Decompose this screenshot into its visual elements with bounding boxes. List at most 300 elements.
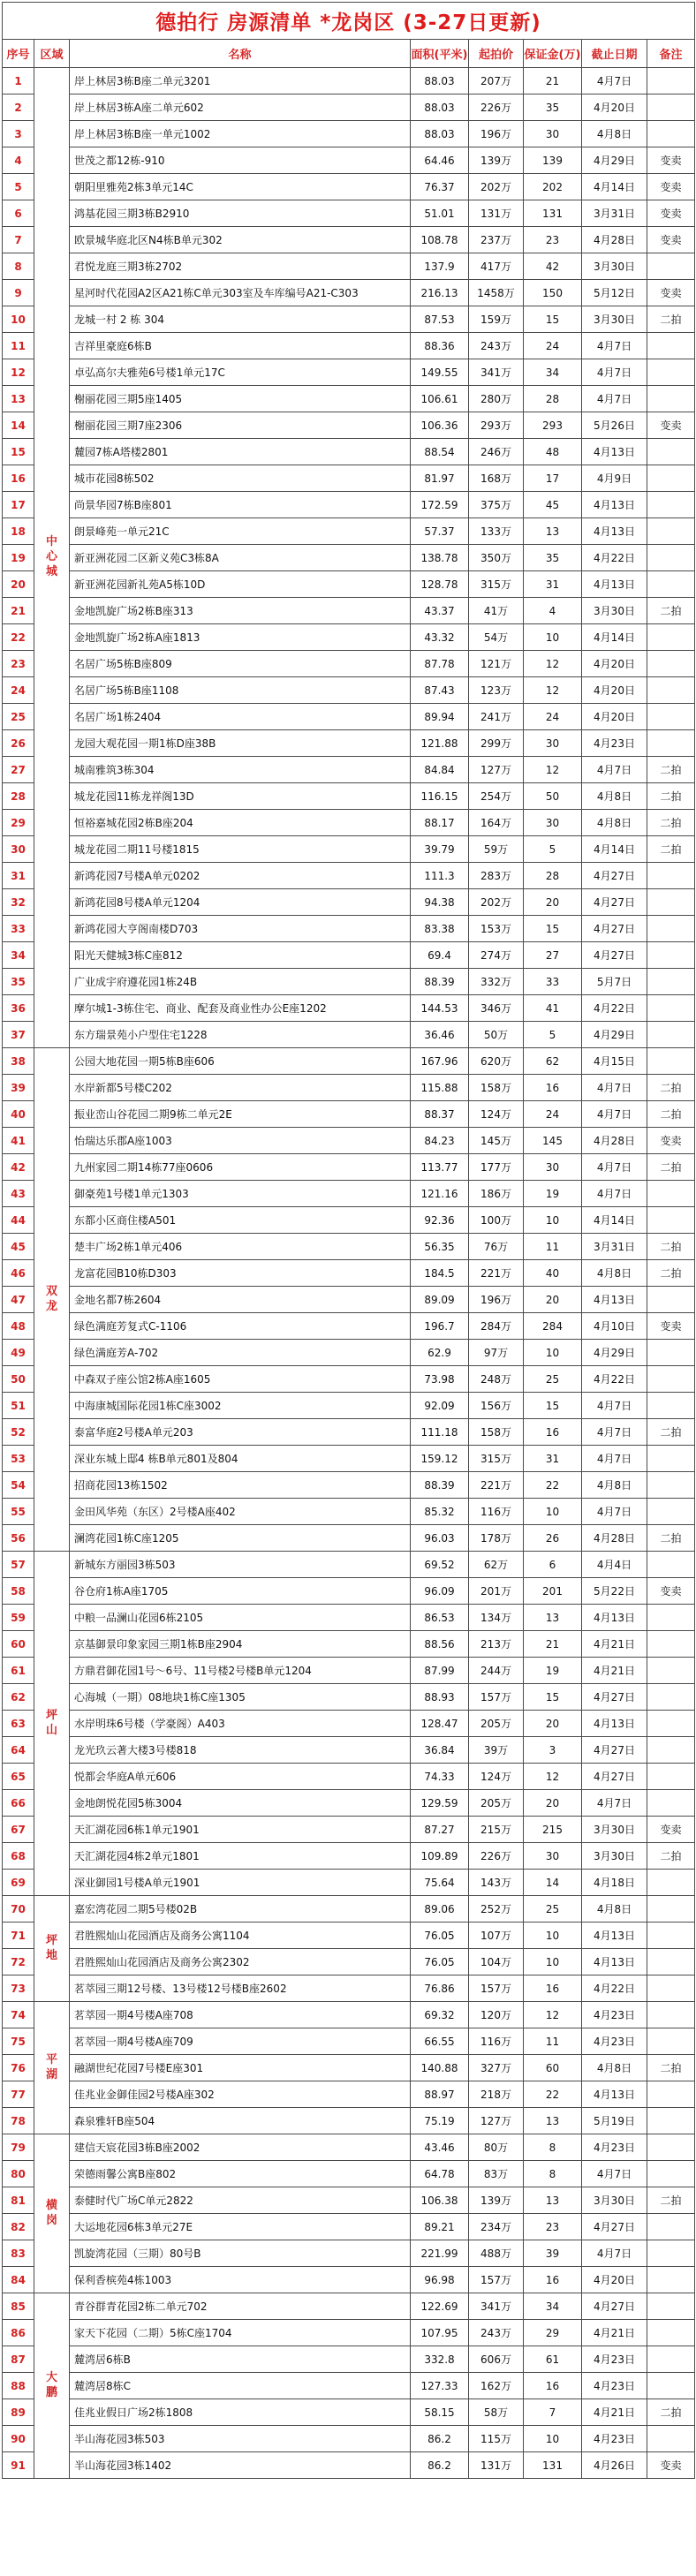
row-number: 18: [3, 518, 34, 545]
price-cell: 201万: [469, 1578, 524, 1605]
deposit-cell: 23: [524, 2214, 582, 2240]
deposit-cell: 5: [524, 836, 582, 863]
listing-name: 中海康城国际花园1栋C座3002: [70, 1393, 411, 1419]
price-cell: 417万: [469, 253, 524, 280]
deadline-cell: 4月20日: [582, 2267, 647, 2293]
deposit-cell: 201: [524, 1578, 582, 1605]
deposit-cell: 11: [524, 2028, 582, 2055]
price-cell: 76万: [469, 1234, 524, 1260]
deposit-cell: 31: [524, 571, 582, 598]
deposit-cell: 12: [524, 1764, 582, 1790]
area-cell: 108.78: [411, 227, 469, 253]
table-row: [3, 916, 695, 942]
deadline-cell: 3月30日: [582, 598, 647, 624]
note-cell: [647, 2267, 695, 2293]
table-row: [3, 1048, 695, 1075]
deadline-cell: 4月7日: [582, 2240, 647, 2267]
price-cell: 127万: [469, 757, 524, 783]
table-row: [3, 2134, 695, 2161]
listing-name: 水岸新都5号楼C202: [70, 1075, 411, 1101]
table-row: [3, 2320, 695, 2346]
table-row: [3, 2108, 695, 2134]
price-cell: 177万: [469, 1154, 524, 1181]
header-note: 备注: [647, 40, 695, 68]
row-number: 48: [3, 1313, 34, 1340]
district-cell: 大 鹏: [34, 2293, 70, 2479]
deposit-cell: 35: [524, 545, 582, 571]
price-cell: 124万: [469, 1764, 524, 1790]
deposit-cell: 10: [524, 1340, 582, 1366]
table-row: [3, 1711, 695, 1737]
deposit-cell: 45: [524, 492, 582, 518]
area-cell: 88.03: [411, 68, 469, 94]
area-cell: 69.4: [411, 942, 469, 969]
table-row: [3, 969, 695, 995]
listing-name: 吉祥里豪庭6栋B: [70, 333, 411, 359]
row-number: 32: [3, 889, 34, 916]
note-cell: 变卖: [647, 227, 695, 253]
area-cell: 39.79: [411, 836, 469, 863]
area-cell: 107.95: [411, 2320, 469, 2346]
listing-name: 金地凯旋广场2栋B座313: [70, 598, 411, 624]
price-cell: 41万: [469, 598, 524, 624]
price-cell: 162万: [469, 2373, 524, 2399]
price-cell: 120万: [469, 2002, 524, 2028]
deadline-cell: 3月30日: [582, 306, 647, 333]
row-number: 21: [3, 598, 34, 624]
row-number: 69: [3, 1870, 34, 1896]
row-number: 66: [3, 1790, 34, 1817]
deadline-cell: 4月18日: [582, 1870, 647, 1896]
deposit-cell: 12: [524, 651, 582, 677]
table-row: [3, 227, 695, 253]
area-cell: 88.03: [411, 121, 469, 147]
listing-name: 榭丽花园三期7座2306: [70, 412, 411, 439]
note-cell: 变卖: [647, 147, 695, 174]
note-cell: [647, 863, 695, 889]
price-cell: 207万: [469, 68, 524, 94]
area-cell: 88.17: [411, 810, 469, 836]
deposit-cell: 28: [524, 386, 582, 412]
table-row: [3, 863, 695, 889]
row-number: 22: [3, 624, 34, 651]
deposit-cell: 284: [524, 1313, 582, 1340]
deposit-cell: 24: [524, 333, 582, 359]
listing-name: 振业峦山谷花园二期9栋二单元2E: [70, 1101, 411, 1128]
price-cell: 158万: [469, 1419, 524, 1446]
deadline-cell: 4月22日: [582, 1975, 647, 2002]
price-cell: 241万: [469, 704, 524, 730]
note-cell: 二拍: [647, 783, 695, 810]
listing-name: 泰健时代广场C单元2822: [70, 2187, 411, 2214]
note-cell: [647, 1181, 695, 1207]
note-cell: [647, 571, 695, 598]
header-deposit: 保证金(万): [524, 40, 582, 68]
listing-name: 朝阳里雅苑2栋3单元14C: [70, 174, 411, 200]
note-cell: [647, 1711, 695, 1737]
listing-name: 方鼎君御花园1号～6号、11号楼2号楼B单元1204: [70, 1658, 411, 1684]
deadline-cell: 4月8日: [582, 810, 647, 836]
deadline-cell: 4月27日: [582, 2214, 647, 2240]
deposit-cell: 4: [524, 598, 582, 624]
area-cell: 88.54: [411, 439, 469, 465]
row-number: 91: [3, 2452, 34, 2479]
row-number: 52: [3, 1419, 34, 1446]
price-cell: 215万: [469, 1817, 524, 1843]
table-row: [3, 1923, 695, 1949]
note-cell: 二拍: [647, 810, 695, 836]
note-cell: [647, 1975, 695, 2002]
note-cell: [647, 2293, 695, 2320]
deposit-cell: 41: [524, 995, 582, 1022]
row-number: 55: [3, 1499, 34, 1525]
table-row: [3, 1340, 695, 1366]
table-row: [3, 677, 695, 704]
area-cell: 88.03: [411, 94, 469, 121]
area-cell: 88.36: [411, 333, 469, 359]
note-cell: 二拍: [647, 836, 695, 863]
deadline-cell: 4月28日: [582, 1525, 647, 1552]
deposit-cell: 39: [524, 2240, 582, 2267]
deposit-cell: 22: [524, 1472, 582, 1499]
listing-name: 君悦龙庭三期3栋2702: [70, 253, 411, 280]
price-cell: 488万: [469, 2240, 524, 2267]
deposit-cell: 13: [524, 2187, 582, 2214]
listing-name: 卓弘高尔夫雅苑6号楼1单元17C: [70, 359, 411, 386]
table-row: [3, 253, 695, 280]
price-cell: 139万: [469, 147, 524, 174]
listing-name: 新亚洲花园二区新义苑C3栋8A: [70, 545, 411, 571]
table-row: [3, 2055, 695, 2081]
price-cell: 115万: [469, 2426, 524, 2452]
listing-name: 天汇湖花园4栋2单元1801: [70, 1843, 411, 1870]
table-row: [3, 651, 695, 677]
deposit-cell: 131: [524, 200, 582, 227]
price-cell: 202万: [469, 174, 524, 200]
table-row: [3, 1499, 695, 1525]
table-row: [3, 2293, 695, 2320]
deposit-cell: 62: [524, 1048, 582, 1075]
area-cell: 36.84: [411, 1737, 469, 1764]
note-cell: [647, 2161, 695, 2187]
district-cell: 平 湖: [34, 2002, 70, 2134]
row-number: 35: [3, 969, 34, 995]
deposit-cell: 7: [524, 2399, 582, 2426]
deadline-cell: 4月7日: [582, 1499, 647, 1525]
row-number: 3: [3, 121, 34, 147]
deposit-cell: 20: [524, 889, 582, 916]
area-cell: 81.97: [411, 465, 469, 492]
deposit-cell: 35: [524, 94, 582, 121]
note-cell: [647, 942, 695, 969]
price-cell: 202万: [469, 889, 524, 916]
deposit-cell: 31: [524, 1446, 582, 1472]
price-cell: 168万: [469, 465, 524, 492]
row-number: 10: [3, 306, 34, 333]
row-number: 60: [3, 1631, 34, 1658]
row-number: 30: [3, 836, 34, 863]
price-cell: 116万: [469, 2028, 524, 2055]
area-cell: 129.59: [411, 1790, 469, 1817]
listing-name: 金田风华苑（东区）2号楼A座402: [70, 1499, 411, 1525]
table-row: [3, 1737, 695, 1764]
area-cell: 172.59: [411, 492, 469, 518]
table-row: [3, 1260, 695, 1287]
district-cell: 双 龙: [34, 1048, 70, 1552]
note-cell: 二拍: [647, 1234, 695, 1260]
row-number: 90: [3, 2426, 34, 2452]
area-cell: 116.15: [411, 783, 469, 810]
note-cell: 二拍: [647, 1101, 695, 1128]
area-cell: 75.64: [411, 1870, 469, 1896]
listing-name: 新亚洲花园新礼苑A5栋10D: [70, 571, 411, 598]
listing-name: 茗萃园三期12号楼、13号楼12号楼B座2602: [70, 1975, 411, 2002]
note-cell: [647, 2320, 695, 2346]
deadline-cell: 3月31日: [582, 1234, 647, 1260]
listing-name: 麓湾居8栋C: [70, 2373, 411, 2399]
row-number: 6: [3, 200, 34, 227]
area-cell: 57.37: [411, 518, 469, 545]
deadline-cell: 4月20日: [582, 677, 647, 704]
table-row: [3, 1578, 695, 1605]
deadline-cell: 4月8日: [582, 1472, 647, 1499]
note-cell: [647, 1631, 695, 1658]
area-cell: 113.77: [411, 1154, 469, 1181]
deadline-cell: 4月7日: [582, 386, 647, 412]
table-row: [3, 1658, 695, 1684]
district-cell: 中 心 城: [34, 68, 70, 1048]
area-cell: 94.38: [411, 889, 469, 916]
row-number: 27: [3, 757, 34, 783]
price-cell: 350万: [469, 545, 524, 571]
deposit-cell: 24: [524, 1101, 582, 1128]
row-number: 16: [3, 465, 34, 492]
row-number: 45: [3, 1234, 34, 1260]
row-number: 75: [3, 2028, 34, 2055]
note-cell: [647, 1048, 695, 1075]
deadline-cell: 4月7日: [582, 1446, 647, 1472]
note-cell: 二拍: [647, 1154, 695, 1181]
price-cell: 59万: [469, 836, 524, 863]
listing-name: 名居广场1栋2404: [70, 704, 411, 730]
deadline-cell: 4月13日: [582, 439, 647, 465]
note-cell: [647, 1737, 695, 1764]
row-number: 9: [3, 280, 34, 306]
deadline-cell: 4月20日: [582, 651, 647, 677]
row-number: 72: [3, 1949, 34, 1975]
listing-name: 建信天宸花园3栋B座2002: [70, 2134, 411, 2161]
listing-name: 新鸿花园7号楼A单元0202: [70, 863, 411, 889]
deposit-cell: 22: [524, 2081, 582, 2108]
deadline-cell: 5月26日: [582, 412, 647, 439]
listing-name: 森泉雅轩B座504: [70, 2108, 411, 2134]
table-row: [3, 1472, 695, 1499]
row-number: 15: [3, 439, 34, 465]
area-cell: 89.06: [411, 1896, 469, 1923]
price-cell: 39万: [469, 1737, 524, 1764]
deposit-cell: 48: [524, 439, 582, 465]
note-cell: 变卖: [647, 1817, 695, 1843]
table-row: [3, 783, 695, 810]
row-number: 86: [3, 2320, 34, 2346]
table-row: [3, 359, 695, 386]
row-number: 67: [3, 1817, 34, 1843]
row-number: 71: [3, 1923, 34, 1949]
note-cell: [647, 1340, 695, 1366]
deposit-cell: 10: [524, 1949, 582, 1975]
deadline-cell: 4月7日: [582, 2161, 647, 2187]
table-row: [3, 147, 695, 174]
area-cell: 127.33: [411, 2373, 469, 2399]
table-row: [3, 1605, 695, 1631]
row-number: 17: [3, 492, 34, 518]
table-row: [3, 2214, 695, 2240]
note-cell: [647, 1605, 695, 1631]
table-row: [3, 624, 695, 651]
listing-name: 招商花园13栋1502: [70, 1472, 411, 1499]
note-cell: [647, 651, 695, 677]
price-cell: 237万: [469, 227, 524, 253]
note-cell: 二拍: [647, 1260, 695, 1287]
note-cell: [647, 1287, 695, 1313]
listing-name: 岸上林居3栋A座二单元602: [70, 94, 411, 121]
price-cell: 221万: [469, 1260, 524, 1287]
table-row: [3, 1870, 695, 1896]
area-cell: 76.37: [411, 174, 469, 200]
area-cell: 76.05: [411, 1923, 469, 1949]
note-cell: [647, 1870, 695, 1896]
listing-name: 心海城（一期）08地块1栋C座1305: [70, 1684, 411, 1711]
area-cell: 75.19: [411, 2108, 469, 2134]
header-row: [3, 40, 695, 68]
row-number: 56: [3, 1525, 34, 1552]
row-number: 70: [3, 1896, 34, 1923]
table-row: [3, 2081, 695, 2108]
area-cell: 96.98: [411, 2267, 469, 2293]
row-number: 8: [3, 253, 34, 280]
deposit-cell: 6: [524, 1552, 582, 1578]
deposit-cell: 5: [524, 1022, 582, 1048]
row-number: 57: [3, 1552, 34, 1578]
area-cell: 122.69: [411, 2293, 469, 2320]
price-cell: 156万: [469, 1393, 524, 1419]
note-cell: [647, 492, 695, 518]
table-row: [3, 2028, 695, 2055]
deposit-cell: 40: [524, 1260, 582, 1287]
deadline-cell: 5月19日: [582, 2108, 647, 2134]
deadline-cell: 4月8日: [582, 1896, 647, 1923]
row-number: 59: [3, 1605, 34, 1631]
price-cell: 97万: [469, 1340, 524, 1366]
deadline-cell: 4月27日: [582, 916, 647, 942]
price-cell: 226万: [469, 1843, 524, 1870]
area-cell: 88.93: [411, 1684, 469, 1711]
note-cell: 二拍: [647, 598, 695, 624]
deposit-cell: 21: [524, 68, 582, 94]
deadline-cell: 4月7日: [582, 1790, 647, 1817]
area-cell: 88.39: [411, 969, 469, 995]
deadline-cell: 4月13日: [582, 1711, 647, 1737]
area-cell: 332.8: [411, 2346, 469, 2373]
listing-name: 东方瑞景苑小户型住宅1228: [70, 1022, 411, 1048]
listing-name: 青谷群青花园2栋二单元702: [70, 2293, 411, 2320]
deadline-cell: 5月12日: [582, 280, 647, 306]
price-cell: 243万: [469, 2320, 524, 2346]
note-cell: [647, 1207, 695, 1234]
area-cell: 128.47: [411, 1711, 469, 1737]
listing-name: 公园大地花园一期5栋B座606: [70, 1048, 411, 1075]
row-number: 44: [3, 1207, 34, 1234]
note-cell: 二拍: [647, 306, 695, 333]
deposit-cell: 150: [524, 280, 582, 306]
price-cell: 299万: [469, 730, 524, 757]
listing-name: 荣德雨馨公寓B座802: [70, 2161, 411, 2187]
price-cell: 221万: [469, 1472, 524, 1499]
row-number: 79: [3, 2134, 34, 2161]
row-number: 43: [3, 1181, 34, 1207]
table-row: [3, 492, 695, 518]
deadline-cell: 4月20日: [582, 94, 647, 121]
price-cell: 254万: [469, 783, 524, 810]
listing-name: 茗萃园一期4号楼A座709: [70, 2028, 411, 2055]
note-cell: [647, 1446, 695, 1472]
area-cell: 58.15: [411, 2399, 469, 2426]
row-number: 29: [3, 810, 34, 836]
deposit-cell: 16: [524, 2373, 582, 2399]
area-cell: 159.12: [411, 1446, 469, 1472]
area-cell: 84.84: [411, 757, 469, 783]
deadline-cell: 4月14日: [582, 1207, 647, 1234]
table-row: [3, 2373, 695, 2399]
deposit-cell: 10: [524, 1923, 582, 1949]
deadline-cell: 4月27日: [582, 2293, 647, 2320]
row-number: 24: [3, 677, 34, 704]
table-row: [3, 1631, 695, 1658]
price-cell: 134万: [469, 1605, 524, 1631]
listing-name: 深业东城上邸4 栋B单元801及804: [70, 1446, 411, 1472]
note-cell: [647, 1022, 695, 1048]
listing-name: 新鸿花园8号楼A单元1204: [70, 889, 411, 916]
row-number: 89: [3, 2399, 34, 2426]
listing-name: 龙园大观花园一期1栋D座38B: [70, 730, 411, 757]
row-number: 83: [3, 2240, 34, 2267]
note-cell: [647, 253, 695, 280]
deadline-cell: 4月13日: [582, 1923, 647, 1949]
note-cell: [647, 1790, 695, 1817]
row-number: 47: [3, 1287, 34, 1313]
row-number: 51: [3, 1393, 34, 1419]
header-no: 序号: [3, 40, 34, 68]
deadline-cell: 4月13日: [582, 2081, 647, 2108]
table-row: [3, 1287, 695, 1313]
deadline-cell: 4月29日: [582, 1340, 647, 1366]
price-cell: 243万: [469, 333, 524, 359]
deadline-cell: 4月28日: [582, 1128, 647, 1154]
listing-name: 保利香槟苑4栋1003: [70, 2267, 411, 2293]
note-cell: [647, 2373, 695, 2399]
note-cell: [647, 2002, 695, 2028]
row-number: 49: [3, 1340, 34, 1366]
listing-name: 岸上林居3栋B座一单元1002: [70, 121, 411, 147]
row-number: 40: [3, 1101, 34, 1128]
listing-name: 龙富花园B10栋D303: [70, 1260, 411, 1287]
deadline-cell: 3月30日: [582, 2187, 647, 2214]
listing-name: 半山海花园3栋503: [70, 2426, 411, 2452]
listing-name: 谷仓府1栋A座1705: [70, 1578, 411, 1605]
row-number: 31: [3, 863, 34, 889]
price-cell: 213万: [469, 1631, 524, 1658]
deposit-cell: 16: [524, 2267, 582, 2293]
